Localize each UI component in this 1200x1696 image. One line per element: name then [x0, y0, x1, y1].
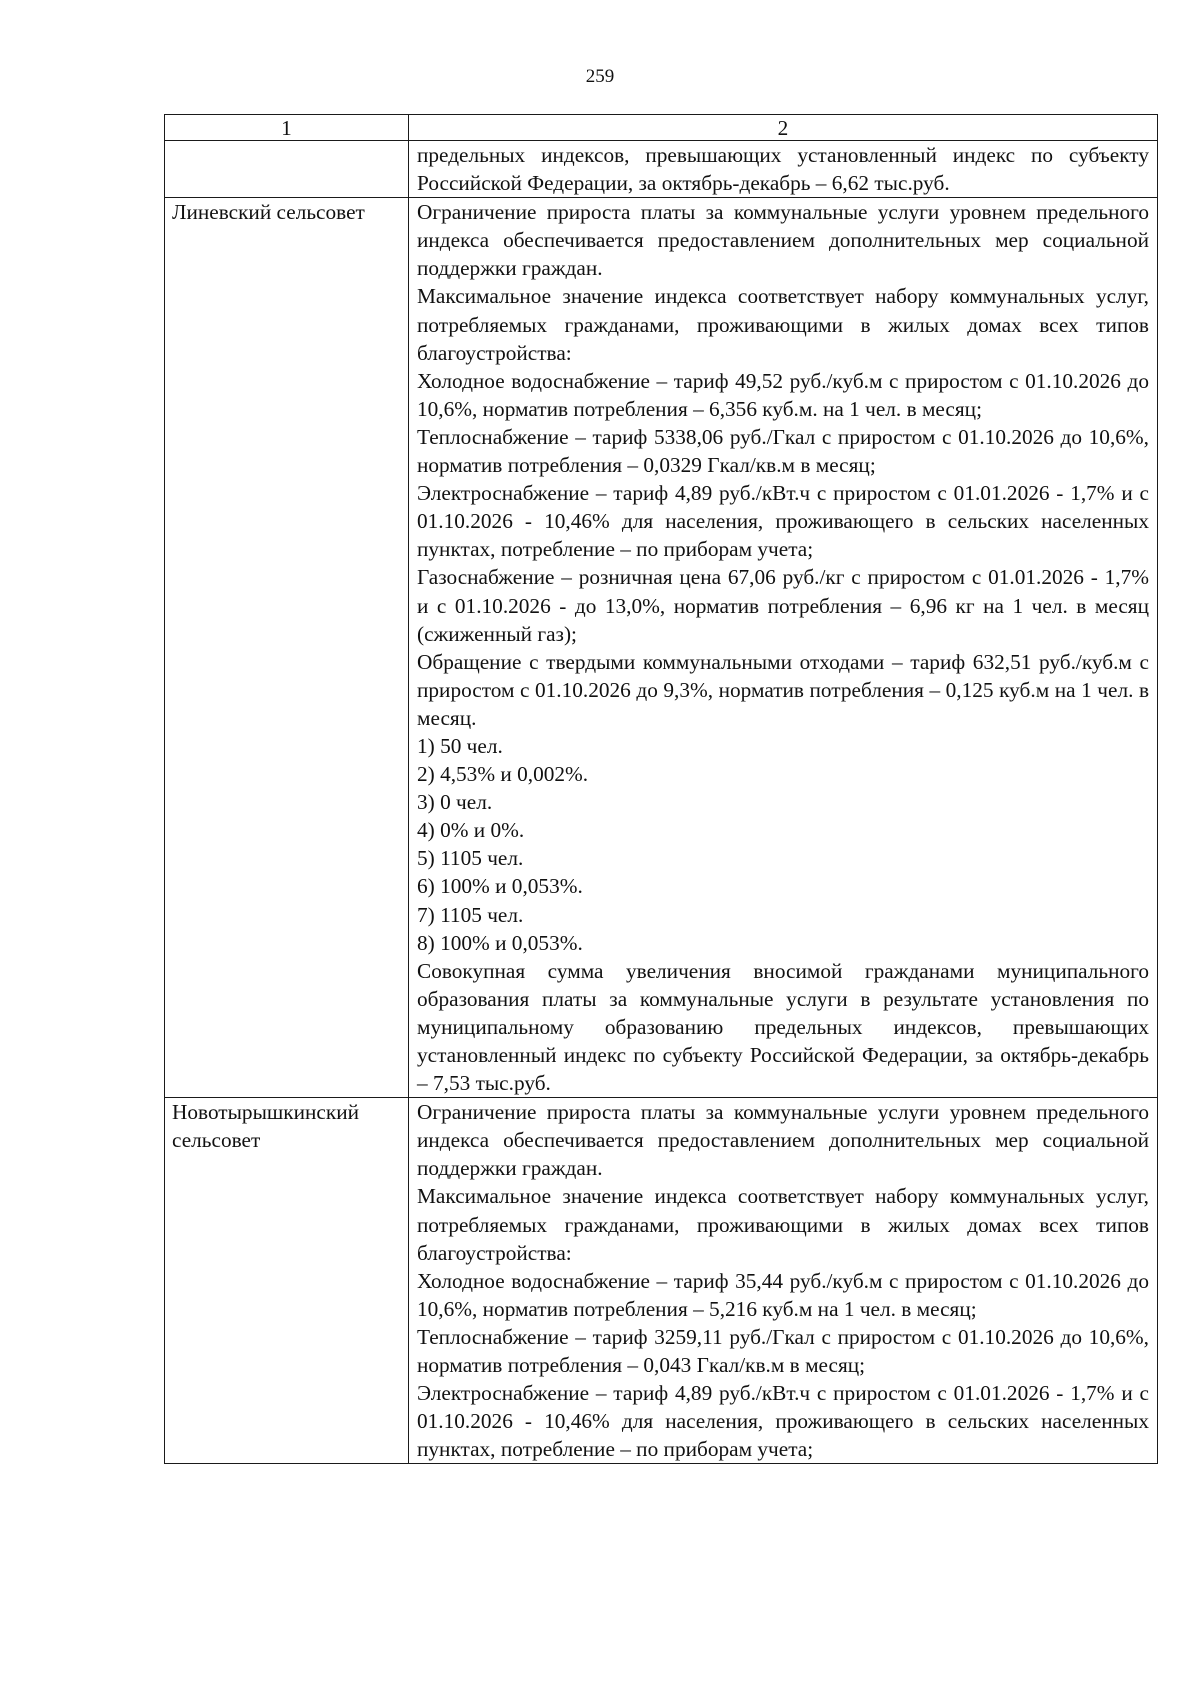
paragraph: Теплоснабжение – тариф 3259,11 руб./Гкал с приростом с 01.10.2026 до 10,6%, норматив потребления – 0,043 Гкал/кв.м в месяц;: [417, 1324, 1149, 1378]
paragraph: Теплоснабжение – тариф 5338,06 руб./Гкал с приростом с 01.10.2026 до 10,6%, норматив потребления – 0,0329 Гкал/кв.м в месяц;: [417, 424, 1149, 478]
tariff-table: [164, 114, 1158, 1464]
description-cell: [409, 141, 1158, 198]
column-header-1: 1: [165, 115, 409, 141]
municipality-cell: Новотырышкинский сельсовет: [165, 1098, 409, 1464]
table-row: [165, 1098, 1158, 1464]
paragraph: предельных индексов, превышающих установленный индекс по субъекту Российской Федерации, за октябрь-декабрь – 6,62 тыс.руб.: [417, 143, 1149, 196]
list-item: 2) 4,53% и 0,002%.: [417, 762, 589, 787]
list-item: 3) 0 чел.: [417, 790, 493, 815]
paragraph: Совокупная сумма увеличения вносимой гражданами муниципального образования платы за коммунальные услуги в результате установления по муниципальному образованию предельных индексов, превышающих установленный индекс по субъекту Российской Федерации, за октябрь-декабрь – 7,53 тыс.руб.: [417, 958, 1149, 1096]
list-item: 1) 50 чел.: [417, 733, 503, 758]
table-row: [165, 141, 1158, 198]
paragraph: Максимальное значение индекса соответствует набору коммунальных услуг, потребляемых гражданами, проживающими в жилых домах всех типов благоустройства:: [417, 284, 1149, 365]
description-cell: [409, 198, 1158, 1098]
paragraph: Ограничение прироста платы за коммунальные услуги уровнем предельного индекса обеспечивается предоставлением дополнительных мер социальной поддержки граждан.: [417, 1100, 1149, 1181]
list-item: 5) 1105 чел.: [417, 846, 524, 871]
paragraph: Максимальное значение индекса соответствует набору коммунальных услуг, потребляемых гражданами, проживающими в жилых домах всех типов благоустройства:: [417, 1184, 1149, 1265]
description-cell: [409, 1098, 1158, 1464]
municipality-cell: Линевский сельсовет: [165, 198, 409, 1098]
paragraph: Электроснабжение – тариф 4,89 руб./кВт.ч с приростом с 01.01.2026 - 1,7% и с 01.10.2026 - 10,46% для населения, проживающего в сельских населенных пунктах, потребление – по приборам учета;: [417, 1381, 1149, 1462]
paragraph: Холодное водоснабжение – тариф 35,44 руб./куб.м с приростом с 01.10.2026 до 10,6%, норматив потребления – 5,216 куб.м на 1 чел. в месяц;: [417, 1268, 1149, 1321]
table-header-row: [165, 115, 1158, 141]
list-item: 4) 0% и 0%.: [417, 818, 525, 843]
table-row: [165, 198, 1158, 1098]
paragraph: Холодное водоснабжение – тариф 49,52 руб./куб.м с приростом с 01.10.2026 до 10,6%, норматив потребления – 6,356 куб.м. на 1 чел. в месяц;: [417, 368, 1149, 421]
paragraph: Ограничение прироста платы за коммунальные услуги уровнем предельного индекса обеспечивается предоставлением дополнительных мер социальной поддержки граждан.: [417, 200, 1149, 281]
list-item: 7) 1105 чел.: [417, 902, 524, 927]
column-header-2: 2: [409, 115, 1158, 141]
paragraph: Электроснабжение – тариф 4,89 руб./кВт.ч с приростом с 01.01.2026 - 1,7% и с 01.10.2026 - 10,46% для населения, проживающего в сельских населенных пунктах, потребление – по приборам учета;: [417, 481, 1149, 562]
paragraph: Газоснабжение – розничная цена 67,06 руб./кг с приростом с 01.01.2026 - 1,7% и с 01.10.2026 - до 13,0%, норматив потребления – 6,96 кг на 1 чел. в месяц (сжиженный газ);: [417, 565, 1149, 646]
municipality-cell: [165, 141, 409, 198]
page-number: 259: [585, 66, 615, 87]
paragraph: Обращение с твердыми коммунальными отходами – тариф 632,51 руб./куб.м с приростом с 01.10.2026 до 9,3%, норматив потребления – 0,125 куб.м на 1 чел. в месяц.: [417, 649, 1149, 730]
list-item: 8) 100% и 0,053%.: [417, 930, 583, 955]
list-item: 6) 100% и 0,053%.: [417, 874, 583, 899]
